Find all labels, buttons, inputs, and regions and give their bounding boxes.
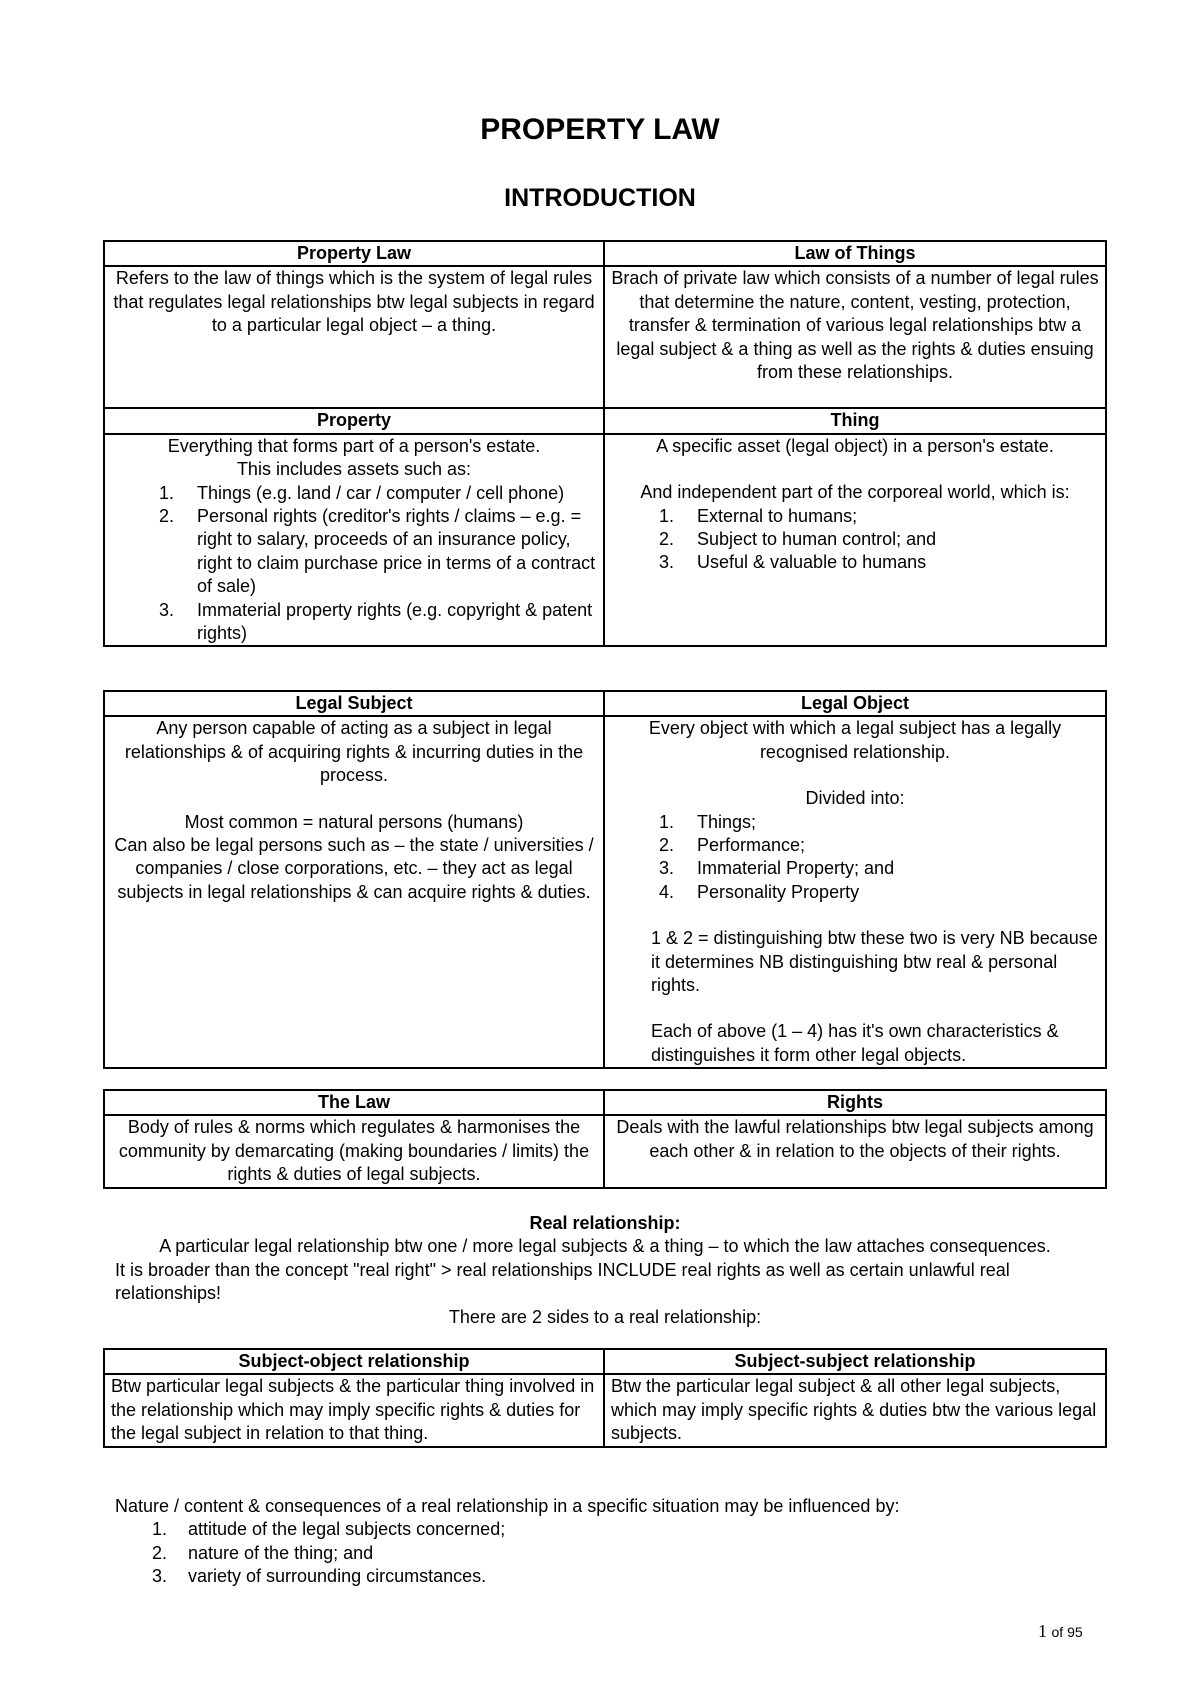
header-legal-subject: Legal Subject (104, 691, 604, 716)
page-number: 1 of 95 (1038, 1621, 1083, 1641)
header-property-law: Property Law (104, 241, 604, 266)
real-relationship-sides: There are 2 sides to a real relationship: (448, 1306, 762, 1327)
header-rights: Rights (604, 1090, 1106, 1115)
thing-intro-2: And independent part of the corporeal world, which is: (640, 482, 1070, 503)
rights-definition: Deals with the lawful relationships btw legal subjects among each other & in relation to the objects of their rights. (604, 1115, 1106, 1187)
thing-intro: A specific asset (legal object) in a person's estate. (656, 435, 1054, 456)
list-item: 1. attitude of the legal subjects concerned; (152, 1519, 506, 1540)
list-item: 1. Things; (659, 811, 757, 832)
legal-object-definition: Every object with which a legal subject has a legally recognised relationship. (648, 718, 1062, 762)
law-of-things-definition: Brach of private law which consists of a number of legal rules that determine the nature, content, vesting, protection, transfer & termination of various legal relationships btw a legal subject & a thing as well as the rights & duties ensuing from these relationships. (604, 266, 1106, 408)
legal-subject-common: Most common = natural persons (humans) (184, 811, 524, 832)
the-law-definition: Body of rules & norms which regulates & harmonises the community by demarcating (making boundaries / limits) the rights & duties of legal subjects. (104, 1115, 604, 1187)
list-item: 2. Subject to human control; and (659, 529, 937, 550)
legal-object-cell (604, 716, 1106, 1068)
legal-object-note-1: 1 & 2 = distinguishing btw these two is very NB because it determines NB distinguishing btw real & personal rights. (651, 928, 1098, 996)
list-item: 3. Useful & valuable to humans (659, 552, 927, 573)
list-item: 1. Things (e.g. land / car / computer / cell phone) (159, 482, 565, 503)
legal-object-note-2: Each of above (1 – 4) has it's own characteristics & distinguishes it form other legal objects. (651, 1021, 1059, 1065)
real-relationship-heading: Real relationship: (529, 1213, 681, 1233)
table-header-row (104, 1349, 1106, 1374)
real-relationship-section (115, 1212, 1095, 1329)
subject-subject-definition: Btw the particular legal subject & all other legal subjects, which may imply specific rights & duties btw the various legal subjects. (604, 1374, 1106, 1446)
header-subject-subject: Subject-subject relationship (604, 1349, 1106, 1374)
subject-object-table (103, 690, 1107, 1069)
thing-criteria-list (611, 505, 1099, 575)
list-item: 3. variety of surrounding circumstances. (152, 1566, 487, 1587)
header-law-of-things: Law of Things (604, 241, 1106, 266)
table-header-row (104, 1090, 1106, 1115)
property-law-definition: Refers to the law of things which is the system of legal rules that regulates legal relationships btw legal subjects in regard to a particular legal object – a thing. (104, 266, 604, 408)
section-title: INTRODUCTION (504, 184, 696, 212)
list-item: 4. Personality Property (659, 881, 860, 902)
table-row (104, 1374, 1106, 1446)
table-row (104, 266, 1106, 408)
table-header-row (104, 691, 1106, 716)
property-intro: Everything that forms part of a person's estate. (167, 435, 541, 456)
page-title: PROPERTY LAW (480, 113, 720, 146)
list-item: 2. Performance; (659, 835, 806, 856)
table-header-row (104, 241, 1106, 266)
legal-subject-definition: Any person capable of acting as a subject in legal relationships & of acquiring rights & incurring duties in the process. (124, 718, 584, 786)
table-row (104, 716, 1106, 1068)
header-subject-object: Subject-object relationship (104, 1349, 604, 1374)
relationship-sides-table (103, 1348, 1107, 1448)
property-asset-list (111, 482, 597, 646)
list-item: 3. Immaterial property rights (e.g. copyright & patent rights) (159, 599, 593, 644)
legal-object-divided: Divided into: (805, 788, 905, 809)
law-rights-table (103, 1089, 1107, 1189)
list-item: 1. External to humans; (659, 505, 858, 526)
header-property: Property (104, 408, 604, 433)
table-row (104, 434, 1106, 647)
legal-subject-cell (104, 716, 604, 1068)
property-definition-cell (104, 434, 604, 647)
legal-subject-persons: Can also be legal persons such as – the state / universities / companies / close corporations, etc. – they act as legal subjects in legal relationships & can acquire rights & duties. (114, 835, 594, 902)
header-thing: Thing (604, 408, 1106, 433)
thing-definition-cell (604, 434, 1106, 647)
list-item: 2. Personal rights (creditor's rights / claims – e.g. = right to salary, proceeds of an insurance policy, right to claim purchase price in terms of a contract of sale) (159, 506, 596, 597)
list-item: 2. nature of the thing; and (152, 1542, 374, 1563)
header-legal-object: Legal Object (604, 691, 1106, 716)
table-row (104, 1115, 1106, 1187)
nature-intro: Nature / content & consequences of a real relationship in a specific situation may be influenced by: (115, 1496, 900, 1516)
real-relationship-scope: It is broader than the concept "real right" > real relationships INCLUDE real rights as well as certain unlawful real relationships! (115, 1259, 1010, 1304)
real-relationship-definition: A particular legal relationship btw one / more legal subjects & a thing – to which the law attaches consequences. (159, 1236, 1051, 1257)
header-the-law: The Law (104, 1090, 604, 1115)
influence-list (115, 1518, 1105, 1588)
nature-section (115, 1495, 1105, 1589)
subject-object-definition: Btw particular legal subjects & the particular thing involved in the relationship which may imply specific rights & duties for the legal subject in relation to that thing. (104, 1374, 604, 1446)
legal-object-list (611, 811, 1099, 905)
table-header-row (104, 408, 1106, 433)
definitions-table (103, 240, 1107, 647)
list-item: 3. Immaterial Property; and (659, 858, 895, 879)
property-intro-2: This includes assets such as: (236, 459, 472, 480)
